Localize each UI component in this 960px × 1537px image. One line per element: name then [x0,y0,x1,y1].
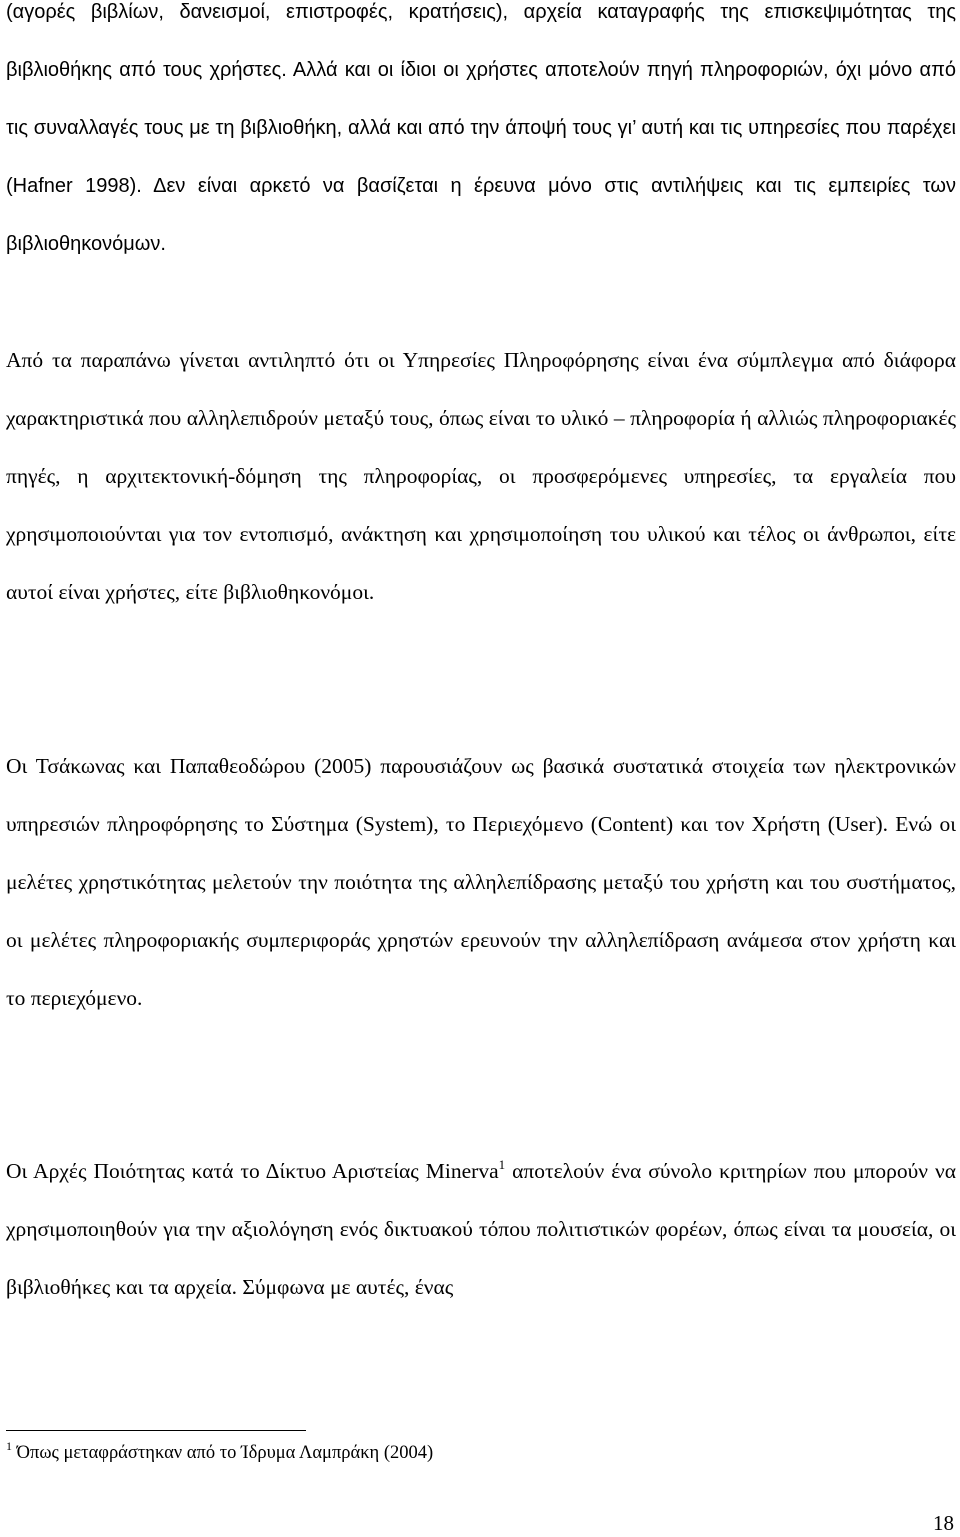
paragraph-text-start: Οι Αρχές Ποιότητας κατά το Δίκτυο Αριστείας Minerva [6,1159,499,1183]
paragraph-text-end: αποτελούν ένα σύνολο κριτηρίων που μπορούν να χρησιμοποιηθούν για την αξιολόγηση ενός δικτυακού τόπου πολιτιστικών φορέων, όπως είναι τα μουσεία, οι βιβλιοθήκες και τα αρχεία. Σύμφωνα με αυτές, ένας [6,1159,956,1299]
paragraph-electronic-services-components: Οι Τσάκωνας και Παπαθεοδώρου (2005) παρουσιάζουν ως βασικά συστατικά στοιχεία των ηλεκτρονικών υπηρεσιών πληροφόρησης το Σύστημα (System), το Περιεχόμενο (Content) και τον Χρήστη (User). Ενώ οι μελέτες χρηστικότητας μελετούν την ποιότητα της αλληλεπίδρασης μεταξύ του χρήστη και του συστήματος, οι μελέτες πληροφοριακής συμπεριφοράς χρηστών ερευνούν την αλληλεπίδραση ανάμεσα στον χρήστη και το περιεχόμενο. [6,754,956,1010]
footnote [6,1440,433,1466]
footnote-text: Όπως μεταφράστηκαν από το Ίδρυμα Λαμπράκη (2004) [12,1443,434,1463]
paragraph-library-data-sources: (αγορές βιβλίων, δανεισμοί, επιστροφές, κρατήσεις), αρχεία καταγραφής της επισκεψιμότητας της βιβλιοθήκης από τους χρήστες. Αλλά και οι ίδιοι οι χρήστες αποτελούν πηγή πληροφοριών, όχι μόνο από τις συναλλαγές τους με τη βιβλιοθήκη, αλλά και από την άποψή τους γι’ αυτή και τις υπηρεσίες που παρέχει (Hafner 1998). Δεν είναι αρκετό να βασίζεται η έρευνα μόνο στις αντιλήψεις και τις εμπειρίες των βιβλιοθηκονόμων. [6,1,956,255]
paragraph-information-services: Από τα παραπάνω γίνεται αντιληπτό ότι οι Υπηρεσίες Πληροφόρησης είναι ένα σύμπλεγμα από διάφορα χαρακτηριστικά που αλληλεπιδρούν μεταξύ τους, όπως είναι το υλικό – πληροφορία ή αλλιώς πληροφοριακές πηγές, η αρχιτεκτονική-δόμηση της πληροφορίας, οι προσφερόμενες υπηρεσίες, τα εργαλεία που χρησιμοποιούνται για τον εντοπισμό, ανάκτηση και χρησιμοποίηση του υλικού και τέλος οι άνθρωποι, είτε αυτοί είναι χρήστες, είτε βιβλιοθηκονόμοι. [6,348,956,604]
footnote-marker: 1 [6,1439,12,1453]
footnote-reference: 1 [498,1157,506,1172]
page-number: 18 [933,1511,954,1535]
paragraph-minerva-quality-principles [6,1142,956,1316]
footnote-separator [6,1430,306,1431]
